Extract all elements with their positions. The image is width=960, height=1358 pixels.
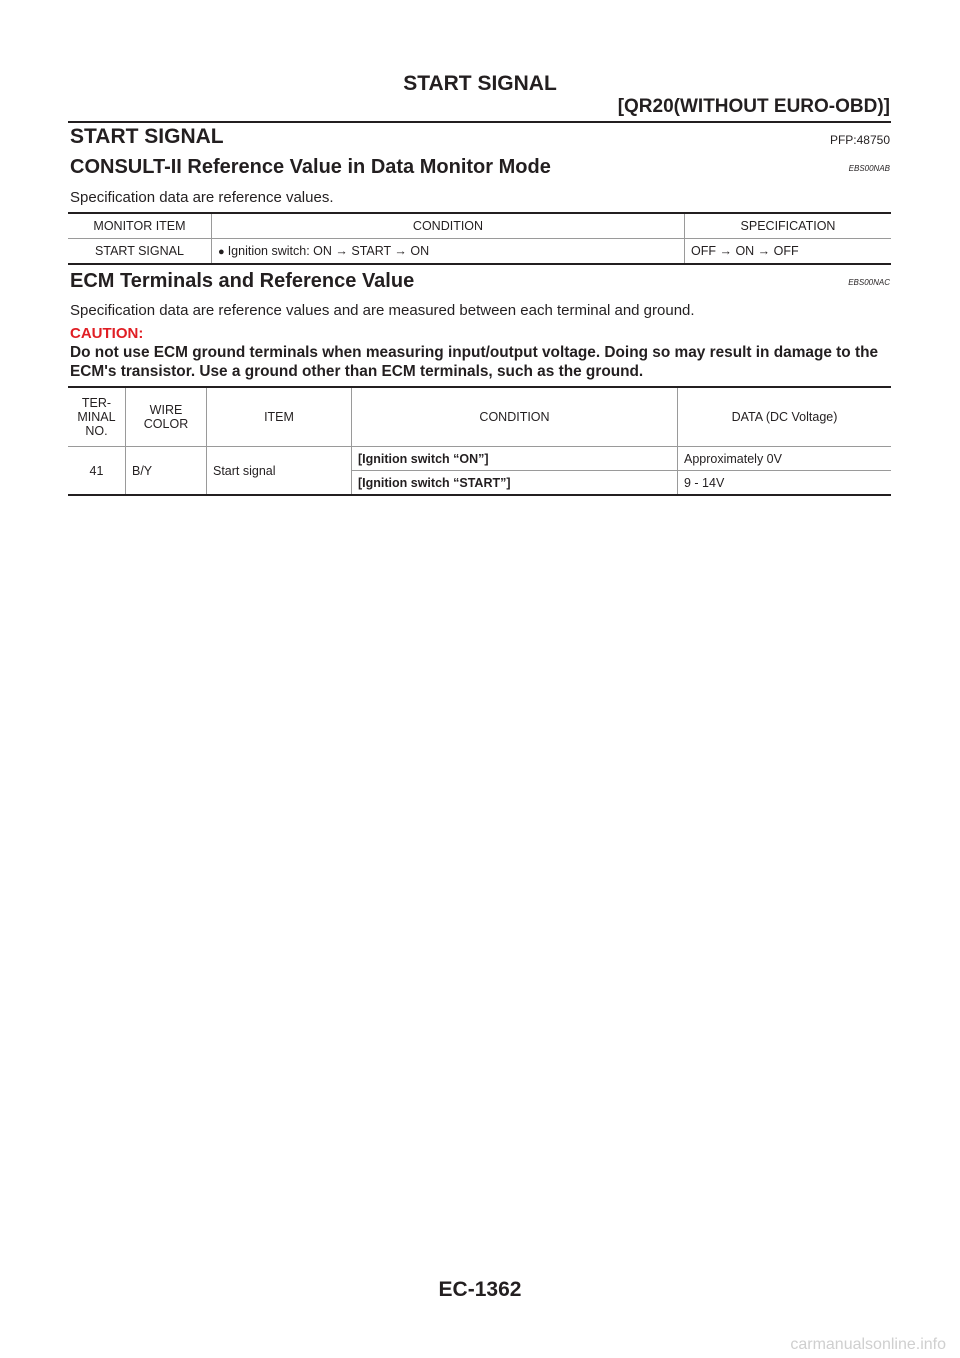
table-row <box>68 447 891 471</box>
col-monitor-item: MONITOR ITEM <box>68 213 212 239</box>
col-condition: CONDITION <box>352 387 678 447</box>
table-header-row <box>68 387 891 447</box>
condition-cell: [Ignition switch “ON”] <box>352 447 678 471</box>
col-terminal <box>68 387 126 447</box>
ecm-terminal-table <box>68 386 891 496</box>
section-heading <box>70 125 890 149</box>
table-row <box>68 239 891 265</box>
col-item: ITEM <box>207 387 352 447</box>
consult-title: CONSULT-II Reference Value in Data Monitor Mode <box>70 156 551 178</box>
ecm-heading <box>70 270 890 293</box>
col-terminal-line2: MINAL <box>77 410 116 424</box>
monitor-item-cell: START SIGNAL <box>68 239 212 265</box>
data-cell: Approximately 0V <box>678 447 892 471</box>
page-number: EC-1362 <box>438 1278 522 1301</box>
col-condition: CONDITION <box>212 213 685 239</box>
ecm-title: ECM Terminals and Reference Value <box>70 270 415 292</box>
ecm-code: EBS00NAC <box>848 278 890 287</box>
caution-label: CAUTION: <box>70 325 144 342</box>
terminal-cell: 41 <box>68 447 126 496</box>
item-cell: Start signal <box>207 447 352 496</box>
consult-intro: Specification data are reference values. <box>70 189 334 206</box>
col-specification: SPECIFICATION <box>685 213 892 239</box>
header-rule <box>68 121 891 123</box>
consult-heading <box>70 156 890 179</box>
consult-code: EBS00NAB <box>848 164 890 173</box>
page-header-subtitle: [QR20(WITHOUT EURO-OBD)] <box>617 96 890 117</box>
page-header-title: START SIGNAL <box>403 72 557 95</box>
condition-cell: [Ignition switch “START”] <box>352 471 678 496</box>
col-terminal-line1: TER- <box>81 396 112 410</box>
watermark: carmanualsonline.info <box>790 1336 946 1353</box>
bullet-icon: ● <box>218 246 228 258</box>
consult-reference-table <box>68 212 891 265</box>
section-title: START SIGNAL <box>70 125 224 148</box>
col-data: DATA (DC Voltage) <box>678 387 892 447</box>
wire-color-cell: B/Y <box>126 447 207 496</box>
table-header-row <box>68 213 891 239</box>
data-cell: 9 - 14V <box>684 475 725 490</box>
section-code: PFP:48750 <box>829 133 890 147</box>
condition-text: Ignition switch: ON → START → ON <box>227 244 430 258</box>
col-wire-line1: WIRE <box>149 403 183 417</box>
col-wire-color <box>126 387 207 447</box>
col-terminal-line3: NO. <box>85 424 108 438</box>
col-wire-line2: COLOR <box>143 417 189 431</box>
ecm-intro: Specification data are reference values and are measured between each terminal and ground. <box>70 302 695 319</box>
specification-cell: OFF → ON → OFF <box>691 244 799 258</box>
caution-text: Do not use ECM ground terminals when measuring input/output voltage. Doing so may result in damage to the ECM's transistor. Use a ground other than ECM terminals, such as the ground. <box>70 344 879 380</box>
condition-cell <box>212 239 685 265</box>
